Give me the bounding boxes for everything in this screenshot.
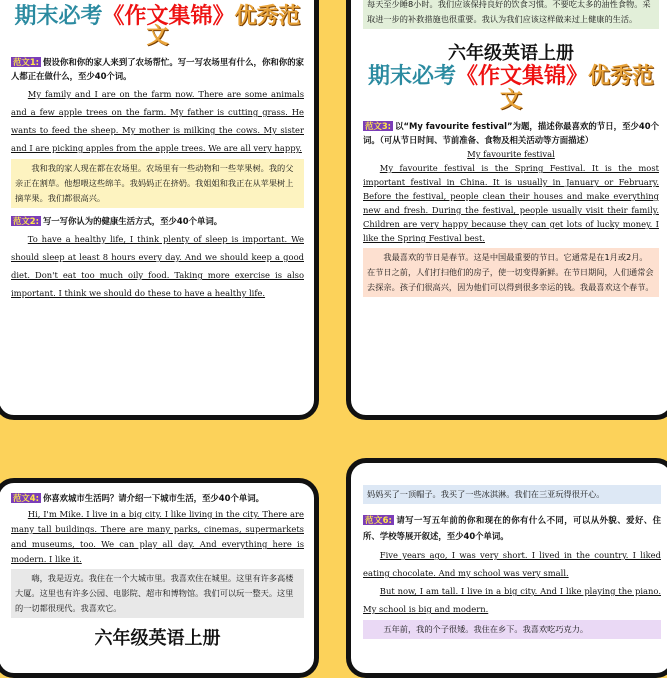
question-4-text: 你喜欢城市生活吗？请介绍一下城市生活，至少40个单词。	[42, 493, 264, 503]
page-card-top-right	[346, 0, 667, 420]
grade-title: 六年级英语上册	[448, 43, 574, 64]
question-2-text: 写一写你认为的健康生活方式，至少40个单词。	[42, 216, 223, 226]
question-6	[363, 512, 661, 544]
question-6-tag: 范文6:	[365, 515, 392, 525]
question-3-tag: 范文3:	[365, 121, 392, 131]
question-2-tag: 范文2:	[13, 216, 39, 226]
question-3-text: 以“My favourite festival”为题，描述你最喜欢的节日，至少40个词。（可从节日时间、节前准备、食物及相关活动等方面描述）	[363, 121, 659, 145]
brand-part2: 《作文集锦》	[102, 4, 235, 29]
essay-6-english-2: But now, I am tall. I live in a big city. And I like playing the piano. My school is big and modern.	[363, 586, 661, 614]
grade-title: 六年级英语上册	[94, 628, 221, 649]
essay-3-title: My favourite festival	[467, 149, 555, 159]
brand-part2: 《作文集锦》	[455, 64, 588, 89]
essay-6-chinese: 五年前，我的个子很矮。我住在乡下。我喜欢吃巧克力。	[363, 620, 661, 639]
question-2	[11, 214, 304, 228]
essay-5-chinese: 妈妈买了一顶帽子。我买了一些冰淇淋。我们在三亚玩得很开心。	[363, 485, 661, 504]
essay-3-chinese: 我最喜欢的节日是春节。这是中国最重要的节日。它通常是在1月或2月。在节日之前，人们打扫他们的房子，使一切变得新鲜。在节日期间，人们通常会去探亲。孩子们很高兴，因为他们可以得到很多幸运的钱。我最喜欢这个春节。	[363, 248, 659, 297]
question-4-tag: 范文4:	[13, 493, 39, 503]
essay-4-chinese: 嗨，我是迈克。我住在一个大城市里。我喜欢住在城里。这里有许多高楼大厦。这里也有许多公园、电影院、超市和博物馆。我们可以玩一整天。这里的一切都很现代。我喜欢它。	[11, 569, 304, 618]
question-6-text: 请写一写五年前的你和现在的你有什么不同，可以从外貌、爱好、住所、学校等展开叙述，至少40个单词。	[363, 515, 661, 541]
question-1-text: 假设你和你的家人来到了农场帮忙。写一写农场里有什么，你和你的家人都正在做什么，至少40个词。	[11, 57, 304, 81]
brand-title	[11, 4, 304, 49]
brand-part3: 优秀范文	[146, 4, 301, 49]
brand-part3: 优秀范文	[499, 64, 655, 113]
brand-part1: 期末必考	[14, 4, 103, 29]
essay-1-english: My family and I are on the farm now. There are some animals and a few apple trees on the farm. My father is cutting grass. He wants to feed the sheep. My mother is milking the cows. My sister and I are picking apples from the apple trees. We are all very happy.	[11, 89, 304, 153]
page-card-bottom-right	[346, 458, 667, 678]
question-1-tag: 范文1:	[13, 57, 40, 67]
essay-1-chinese: 我和我的家人现在都在农场里。农场里有一些动物和一些苹果树。我的父亲正在割草。他想喂这些绵羊。我妈妈正在挤奶。我姐姐和我正在从苹果树上摘苹果。我们都很高兴。	[11, 159, 304, 208]
page-card-bottom-left	[0, 478, 319, 678]
essay-2-english: To have a healthy life, I think plenty of sleep is important. We should sleep at least 8 hours every day. And we should keep a good diet. Don't eat too much oily food. Taking more exercise is also important. I think we should do these to have a healthy life.	[11, 234, 304, 298]
question-3	[363, 119, 659, 147]
essay-6-english-1: Five years ago, I was very short. I lived in the country. I liked eating chocolate. And my school was very small.	[363, 550, 661, 578]
essay-2-chinese: 每天至少睡8小时。我们应该保持良好的饮食习惯。不要吃太多的油性食物。采取进一步的补救措施也很重要。我认为我们应该这样做来过上健康的生活。	[363, 0, 659, 29]
page-card-top-left	[0, 0, 319, 420]
essay-4-english: Hi, I'm Mike. I live in a big city. I like living in the city. There are many tall buildings. There are many parks, cinemas, supermarkets and museums, too. We can play all day. And everything here is modern. I like it.	[11, 509, 304, 564]
brand-title	[363, 65, 659, 113]
brand-part1: 期末必考	[367, 64, 456, 89]
question-4	[11, 491, 304, 505]
question-1	[11, 55, 304, 83]
essay-3-english: My favourite festival is the Spring Festival. It is the most important festival in China. It is usually in January or February. Before the festival, people clean their houses and make everything new and fresh. During the festival, people usually visit their family. Children are very happy because they can get lots of lucky money. I like the Spring Festival best.	[363, 163, 659, 243]
